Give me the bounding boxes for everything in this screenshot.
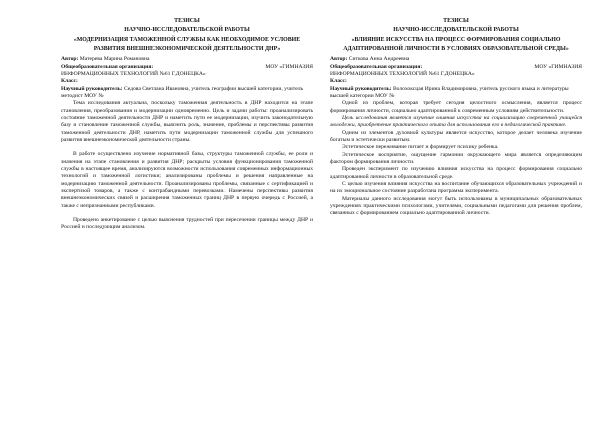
left-topic: «МОДЕРНИЗАЦИЯ ТАМОЖЕННОЙ СЛУЖБЫ КАК НЕОБХОДИМОЕ УСЛОВИЕ РАЗВИТИЯ ВНЕШНЕЭКОНОМИЧЕСКОЙ ДЕЯТЕЛЬНОСТИ ДНР» (73, 36, 301, 52)
right-supervisor-value: Волохоксцая Ирина Владимировна, учитель русского языка и литературы высшей категории МОУ № (330, 85, 569, 99)
left-supervisor-line (61, 86, 313, 101)
left-supervisor-label: Научный руководитель: (61, 85, 123, 92)
right-org-line (330, 64, 582, 71)
right-paragraph: Эстетическое восприятие, ощущение гармонии окружающего мира является определяющим фактором формирования личности. (330, 151, 582, 165)
right-org-value-a: МОУ «ГИМНАЗИЯ (534, 63, 582, 70)
left-org-line-2: ИНФОРМАЦИОННЫХ ТЕХНОЛОГИЙ №61 Г.ДОНЕЦКА» (61, 70, 206, 77)
right-org-label: Общеобразовательная организация: (330, 63, 423, 70)
right-paragraph: Проведен эксперимент по изучению влияния искусства на процесс формирования социально адаптированной личности в образовательной среде. (330, 166, 582, 180)
left-column (61, 16, 313, 232)
left-heading: ТЕЗИСЫ (174, 18, 200, 24)
right-subheading: НАУЧНО-ИССЛЕДОВАТЕЛЬСКОЙ РАБОТЫ (393, 27, 519, 34)
left-class-line (61, 78, 313, 85)
left-author-label: Автор: (61, 56, 79, 63)
left-supervisor-value: Седова Светлана Ивановна, учитель географии высшей категории, учитель методист МОУ № (61, 85, 304, 99)
left-paragraph: Тема исследования актуальна, поскольку таможенная деятельность в ДНР находится на этапе становления, преобразования и модернизации одновременно. Цель и задачи работы: проанализировать состояние таможенной деятельности ДНР и наметить пути ее модернизации, изучить законодательную базу и становление таможенной службы, выяснить роль, значение, проблемы и перспективы развития таможенной деятельности ДНР, наметить пути модернизации таможенной службы для успешного развития внешнеэкономической деятельности страны. (61, 100, 313, 143)
right-column (330, 16, 582, 218)
left-org-line (61, 64, 313, 71)
left-subheading: НАУЧНО-ИССЛЕДОВАТЕЛЬСКОЙ РАБОТЫ (124, 27, 250, 34)
left-paragraph: Проведено анкетирование с целью выяснения трудностей при пересечении границы между ДНР и Россией и последующим анализом. (61, 217, 313, 231)
right-supervisor-line (330, 86, 582, 101)
right-paragraph: Материалы данного исследования могут быть использованы в муниципальных образовательных учреждениях практическими психологами, учителями, социальными педагогами для решения проблем, связанных с формированием социально адаптированной личности. (330, 195, 582, 217)
right-paragraph: Одной из проблем, которая требует сегодня целостного осмысления, является процесс формирования личности, социально адаптированной к современным условиям действительности. (330, 100, 582, 114)
left-org-label: Общеобразовательная организация: (61, 63, 154, 70)
left-author-value: Матерева Марина Романовна (79, 56, 150, 63)
left-org-value-a: МОУ «ГИМНАЗИЯ (265, 63, 313, 70)
right-heading: ТЕЗИСЫ (443, 18, 469, 24)
right-paragraph: С целью изучения влияния искусства на воспитание обучающихся образовательных учреждений и на их эмоциональное состояние разработана программа эксперимента. (330, 181, 582, 195)
right-supervisor-label: Научный руководитель: (330, 85, 392, 92)
left-author-line (61, 56, 313, 63)
right-topic: «ВЛИЯНИЕ ИСКУССТВА НА ПРОЦЕСС ФОРМИРОВАНИЯ СОЦИАЛЬНО АДАПТИРОВАННОЙ ЛИЧНОСТИ В УСЛОВИЯХ ОБРАЗОВАТЕЛЬНОЙ СРЕДЫ» (343, 36, 569, 52)
right-paragraph: Одним из элементов духовной культуры является искусство, которое делает человека изучение богатым и эстетически развитым. (330, 129, 582, 143)
spacer (61, 210, 313, 217)
right-org-line-2: ИНФОРМАЦИОННЫХ ТЕХНОЛОГИЙ №61 Г.ДОНЕЦКА» (330, 70, 475, 77)
left-class-label: Класс: (61, 78, 78, 85)
right-paragraph: Цель исследования является изучение влияния искусства на социализацию современной учащейся молодежи, приобретение практического опыта для использования его в педагогической практике. (330, 114, 582, 129)
right-class-label: Класс: (330, 78, 347, 85)
right-paragraph: Эстетическое переживание питает и формирует психику ребенка. (342, 144, 499, 151)
right-class-line (330, 78, 582, 85)
right-author-line (330, 56, 582, 63)
left-paragraph: В работе осуществлено изучение нормативной базы, структуры таможенной службы, ее роли и значения на этапе становления и развития ДНР; раскрыты условия функционирования таможенной службы в настоящее время, анализируются возможности использования современных информационных технологий и таможенной логистики; анализированы проблемы и решения направленные на модернизацию таможенной деятельности. Проанализированы проблемы, связанные с сертификацией и экспертизой товаров, а также с контрабандными перевозками. Намечены перспективы развития внешнеэкономических связей и расширения таможенных границ ДНР в первую очередь с Россией, а также с непризнанными республиками. (61, 151, 313, 209)
right-author-value: Ситкова Анна Андреевна (348, 56, 410, 63)
right-author-label: Автор: (330, 56, 348, 63)
